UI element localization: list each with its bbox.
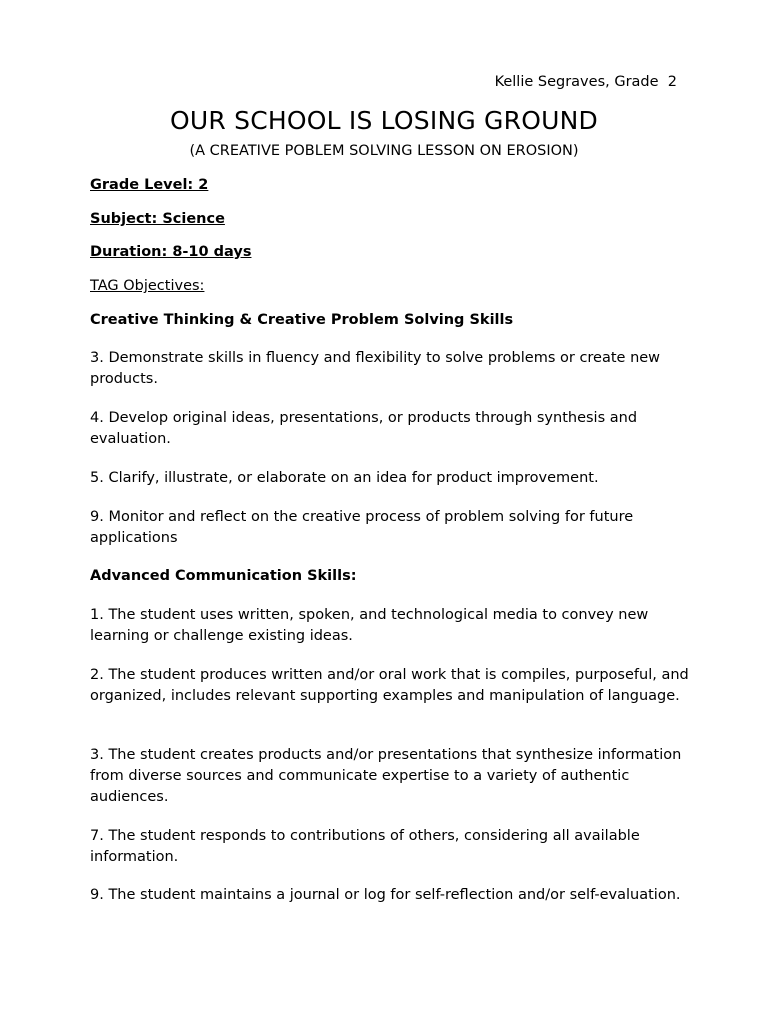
- subject-heading: Subject: Science: [90, 211, 225, 227]
- objective-item: 7. The student responds to contributions of others, considering all available information.: [90, 828, 640, 865]
- objective-item: 3. The student creates products and/or presentations that synthesize information from diverse sources and communicate expertise to a variety of authentic audiences.: [90, 747, 682, 805]
- objective-item: 5. Clarify, illustrate, or elaborate on an idea for product improvement.: [90, 470, 599, 486]
- grade-level-heading: Grade Level: 2: [90, 177, 209, 193]
- objective-item: 9. Monitor and reflect on the creative process of problem solving for future applications: [90, 509, 634, 546]
- objective-item: 4. Develop original ideas, presentations, or products through synthesis and evaluation.: [90, 410, 638, 447]
- tag-objectives-heading: TAG Objectives:: [90, 278, 205, 294]
- communication-skills-heading: Advanced Communication Skills:: [90, 568, 357, 584]
- objective-item: 9. The student maintains a journal or log for self-reflection and/or self-evaluation.: [90, 887, 681, 903]
- document-subtitle: (A CREATIVE POBLEM SOLVING LESSON ON EROSION): [189, 143, 579, 159]
- objective-item: 2. The student produces written and/or oral work that is compiles, purposeful, and organized, includes relevant supporting examples and manipulation of language.: [90, 667, 689, 704]
- creative-skills-heading: Creative Thinking & Creative Problem Solving Skills: [90, 312, 514, 328]
- author-line: Kellie Segraves, Grade 2: [494, 74, 677, 90]
- objective-item: 3. Demonstrate skills in fluency and flexibility to solve problems or create new products.: [90, 350, 661, 387]
- document-title: OUR SCHOOL IS LOSING GROUND: [170, 106, 598, 135]
- objective-item: 1. The student uses written, spoken, and technological media to convey new learning or challenge existing ideas.: [90, 607, 649, 644]
- duration-heading: Duration: 8-10 days: [90, 244, 252, 260]
